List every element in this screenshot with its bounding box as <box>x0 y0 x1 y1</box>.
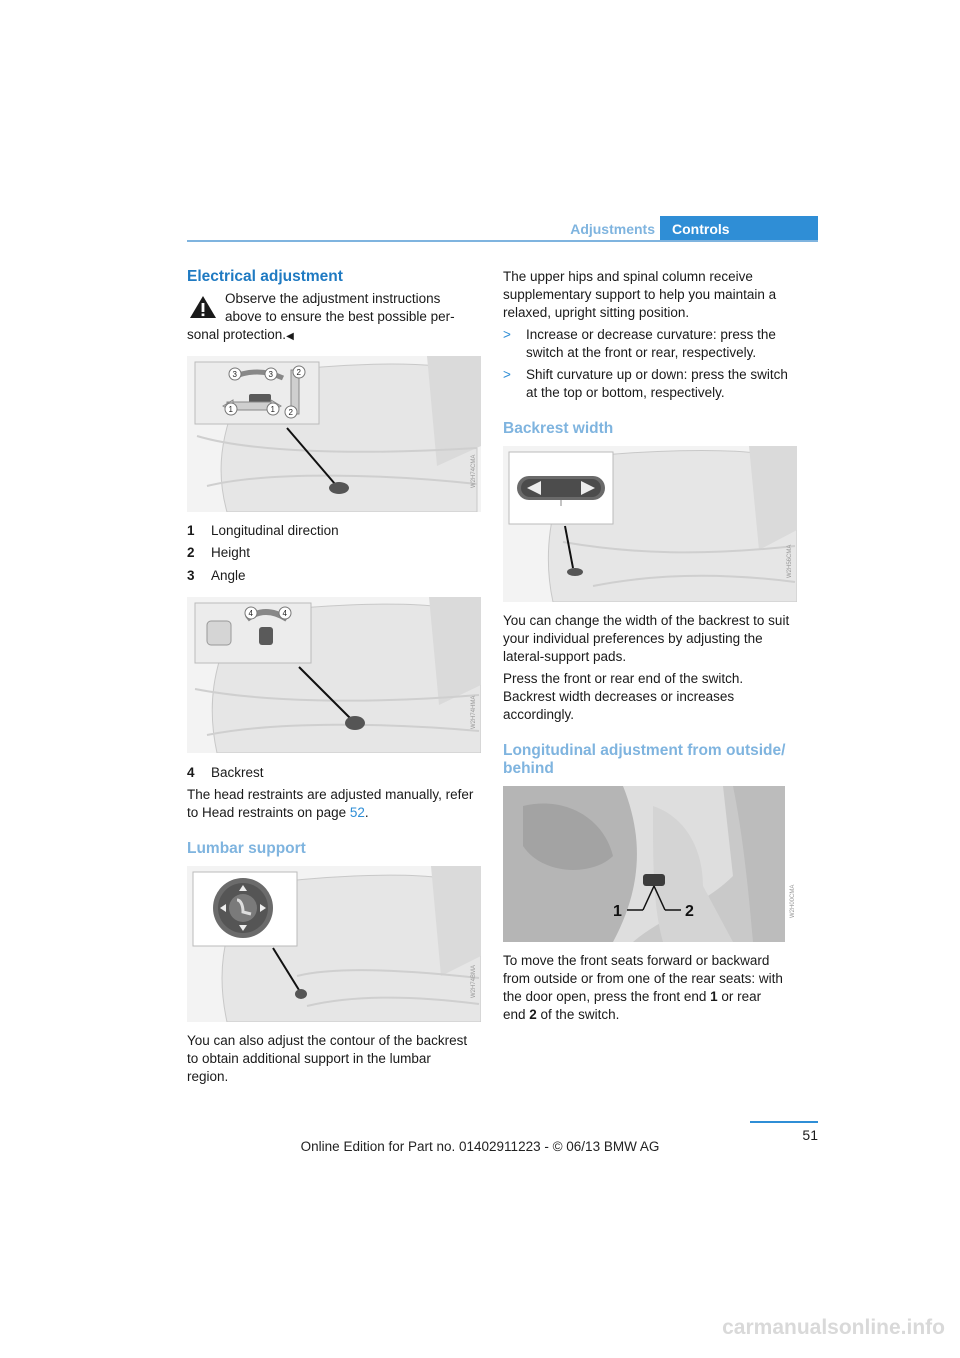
longitudinal-text-line1: To move the front seats forward or backward <box>503 953 770 968</box>
svg-text:4: 4 <box>248 609 253 618</box>
figure-code: W2H00CMA <box>790 884 796 918</box>
running-header-chapter: Controls <box>660 216 818 242</box>
backrest-width-text-line4: Press the front or rear end of the switch. <box>503 671 744 686</box>
warning-text-line3: sonal protection.◀ <box>187 327 294 342</box>
legend-item: 3 Angle <box>187 568 246 583</box>
figure-backrest-switch <box>187 597 481 753</box>
figure-code: W2H56CMA <box>787 544 793 578</box>
page-number: 51 <box>802 1127 818 1143</box>
intro-text-line1: The upper hips and spinal column receive <box>503 269 753 284</box>
svg-text:2: 2 <box>288 408 293 417</box>
figure-backrest-width <box>503 446 797 602</box>
end-mark-icon: ◀ <box>286 331 294 342</box>
longitudinal-text-line2: from outside or from one of the rear seats: with <box>503 971 783 986</box>
svg-text:1: 1 <box>270 405 275 414</box>
page-number-rule <box>750 1121 818 1123</box>
figure-code: W2H74CMA <box>471 454 477 488</box>
callout-1: 1 <box>613 903 622 920</box>
heading-longitudinal-adjustment: Longitudinal adjustment from outside/ <box>503 742 786 759</box>
heading-electrical-adjustment: Electrical adjustment <box>187 268 343 285</box>
head-restraints-text-line2: to Head restraints on page 52. <box>187 805 369 820</box>
svg-text:3: 3 <box>268 370 273 379</box>
figure-seat-switch <box>187 356 481 512</box>
bullet-item: > Shift curvature up or down: press the switch at the top or bottom, respectively. <box>503 367 788 400</box>
longitudinal-text-line4: end 2 of the switch. <box>503 1007 620 1022</box>
backrest-width-text-line6: accordingly. <box>503 707 575 722</box>
longitudinal-text-line3: the door open, press the front end 1 or rear <box>503 989 762 1004</box>
heading-backrest-width: Backrest width <box>503 420 614 437</box>
figure-code: W2H74HMA <box>471 695 477 729</box>
intro-text-line2: supplementary support to help you maintain a <box>503 287 777 302</box>
header-rule <box>187 240 818 242</box>
warning-text-line2: above to ensure the best possible per- <box>225 309 455 324</box>
bullet-item: > Increase or decrease curvature: press the switch at the front or rear, respectively. <box>503 327 776 360</box>
lumbar-text-line3: region. <box>187 1069 229 1084</box>
backrest-width-text-line5: Backrest width decreases or increases <box>503 689 735 704</box>
intro-text-line3: relaxed, upright sitting position. <box>503 305 690 320</box>
backrest-width-text-line3: lateral-support pads. <box>503 649 627 664</box>
legend-item: 2 Height <box>187 545 251 560</box>
callout-2: 2 <box>685 903 694 920</box>
svg-text:2: 2 <box>296 368 301 377</box>
page-link[interactable]: 52 <box>349 805 365 820</box>
heading-lumbar-support: Lumbar support <box>187 840 306 857</box>
legend-item: 4 Backrest <box>187 765 264 780</box>
backrest-width-text-line2: your individual preferences by adjusting the <box>503 631 763 646</box>
bullet-marker-icon: > <box>503 327 511 342</box>
warning-icon <box>188 294 218 320</box>
svg-text:4: 4 <box>282 609 287 618</box>
watermark: carmanualsonline.info <box>722 1316 945 1339</box>
lumbar-text-line1: You can also adjust the contour of the backrest <box>187 1033 468 1048</box>
head-restraints-text-line1: The head restraints are adjusted manually, refer <box>187 787 474 802</box>
figure-outside-switch <box>503 786 797 942</box>
heading-longitudinal-adjustment-line2: behind <box>503 760 554 777</box>
warning-text-line1: Observe the adjustment instructions <box>225 291 441 306</box>
bullet-marker-icon: > <box>503 367 511 382</box>
svg-text:3: 3 <box>232 370 237 379</box>
lumbar-text-line2: to obtain additional support in the lumbar <box>187 1051 431 1066</box>
figure-lumbar-switch <box>187 866 481 1022</box>
svg-text:1: 1 <box>228 405 233 414</box>
legend-item: 1 Longitudinal direction <box>187 523 339 538</box>
edition-footer: Online Edition for Part no. 01402911223 - © 06/13 BMW AG <box>300 1139 660 1154</box>
backrest-width-text-line1: You can change the width of the backrest to suit <box>503 613 790 628</box>
figure-code: W2H74BMA <box>471 964 477 998</box>
running-header-section: Adjustments <box>570 221 655 237</box>
